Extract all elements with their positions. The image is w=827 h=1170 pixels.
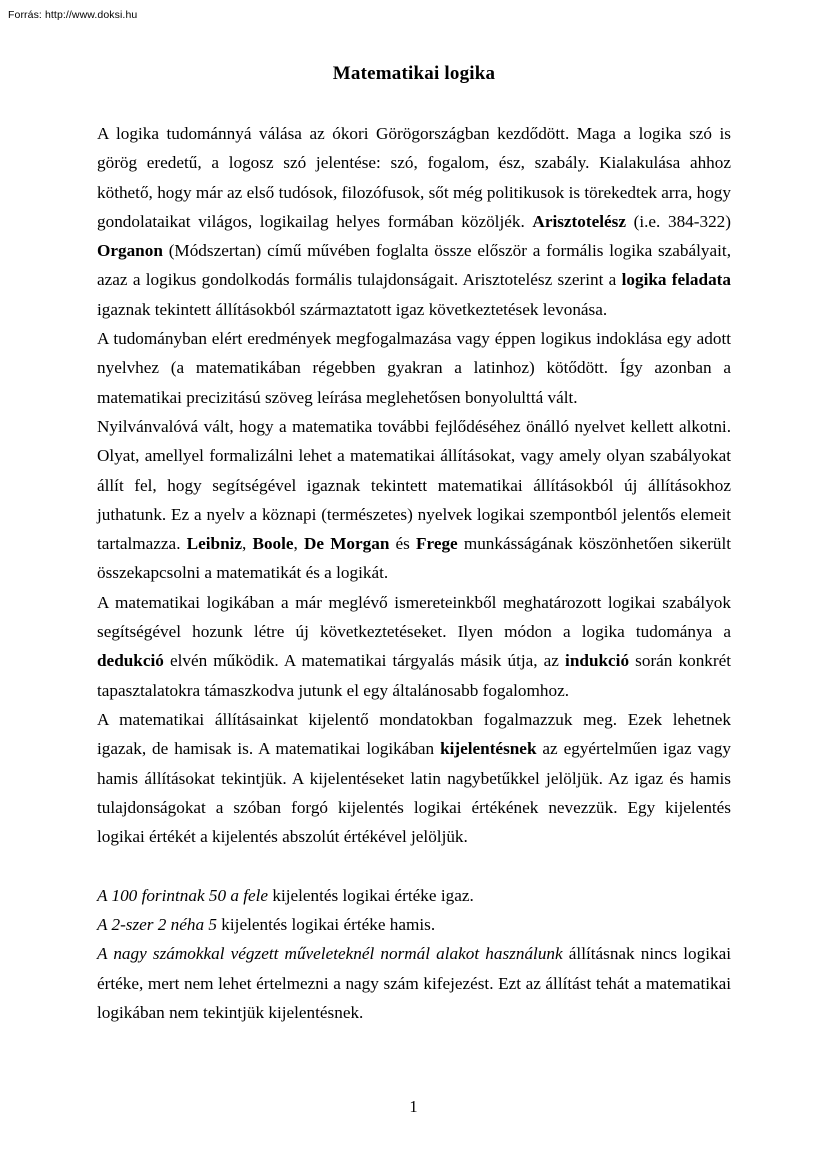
document-content xyxy=(97,62,731,1027)
text-run: munkásságának köszönhetően sikerült összekapcsolni a matematikát és a logikát. xyxy=(97,534,732,583)
text-run: , xyxy=(242,534,253,554)
text-run: elvén működik. A matematikai tárgyalás másik útja, az xyxy=(163,651,566,671)
paragraph-p4 xyxy=(97,588,731,705)
text-run: (Módszertan) című művében foglalta össze először a formális logika szabályait, azaz a logikus gondolkodás formális tulajdonságait. Arisztotelész szerint a xyxy=(97,241,731,290)
text-run: igaznak tekintett állításokból származtatott igaz következtetések levonása. xyxy=(97,299,608,319)
bold-term: dedukció xyxy=(97,651,164,671)
paragraph-p5 xyxy=(97,705,731,851)
paragraph-p3 xyxy=(97,412,731,588)
body-text xyxy=(97,119,731,1027)
page-number: 1 xyxy=(409,1097,418,1116)
text-run: kijelentés logikai értéke hamis. xyxy=(217,915,436,935)
text-run: Nyilvánvalóvá vált, hogy a matematika további fejlődéséhez önálló nyelvet kellett alkotni. Olyat, amellyel formalizálni lehet a matematikai állításokat, vagy amely olyan szabályokat állít fel, hogy segítségével igaznak tekintett matematikai állításokból új állításokhoz juthatunk. Ez a nyelv a köznapi (természetes) nyelvek logikai szempontból jelentős elemeit tartalmazza. xyxy=(97,416,731,554)
text-run: (i.e. 384-322) xyxy=(625,211,731,231)
paragraph-p7 xyxy=(97,910,731,939)
italic-term: A 2-szer 2 néha 5 xyxy=(97,915,217,935)
text-run: az egyértelműen igaz vagy hamis állításokat tekintjük. A kijelentéseket latin nagybetűkkel jelöljük. Az igaz és hamis tulajdonságokat a szóban forgó kijelentés logikai értékének nevezzük. Egy kijelentés logikai értékét a kijelentés abszolút értékével jelöljük. xyxy=(97,739,731,847)
italic-term: A 100 forintnak 50 a fele xyxy=(97,885,269,905)
bold-term: De Morgan xyxy=(304,534,390,554)
text-run: kijelentés logikai értéke igaz. xyxy=(268,885,474,905)
text-run: , xyxy=(293,534,304,554)
text-run: A tudományban elért eredmények megfogalmazása vagy éppen logikus indoklása egy adott nyelvhez (a matematikában régebben gyakran a latinhoz) kötődött. Így azonban a matematikai precizitású szöveg leírása meglehetősen bonyolulttá vált. xyxy=(97,329,731,407)
text-run: A matematikai logikában a már meglévő ismereteinkből meghatározott logikai szabályok segítségével hozunk létre új következtetéseket. Ilyen módon a logika tudománya a xyxy=(97,592,731,642)
paragraph-p6 xyxy=(97,881,731,910)
source-url-header: Forrás: http://www.doksi.hu xyxy=(8,9,138,21)
paragraph-p8 xyxy=(97,939,731,1027)
bold-term: indukció xyxy=(565,651,630,671)
bold-term: Arisztotelész xyxy=(532,211,626,231)
text-run: és xyxy=(389,534,417,554)
page-title: Matematikai logika xyxy=(332,63,496,84)
text-run: során konkrét tapasztalatokra támaszkodva jutunk el egy általánosabb fogalomhoz. xyxy=(97,651,732,700)
paragraph-p2 xyxy=(97,324,731,412)
paragraph-p1 xyxy=(97,119,731,324)
bold-term: Organon xyxy=(97,241,163,261)
bold-term: Leibniz xyxy=(186,534,243,554)
bold-term: logika feladata xyxy=(621,270,732,290)
text-run: A matematikai állításainkat kijelentő mondatokban fogalmazzuk meg. Ezek lehetnek igazak, de hamisak is. A matematikai logikában xyxy=(97,709,731,759)
bold-term: Frege xyxy=(416,534,458,554)
bold-term: Boole xyxy=(252,534,294,554)
italic-term: A nagy számokkal végzett műveleteknél normál alakot használunk xyxy=(97,944,563,964)
bold-term: kijelentésnek xyxy=(440,739,537,759)
text-run: állításnak nincs logikai értéke, mert nem lehet értelmezni a nagy szám kifejezést. Ezt az állítást tehát a matematikai logikában nem tekintjük kijelentésnek. xyxy=(97,944,731,1022)
text-run: A logika tudománnyá válása az ókori Görögországban kezdődött. Maga a logika szó is görög eredetű, a logosz szó jelentése: szó, fogalom, ész, szabály. Kialakulása ahhoz köthető, hogy már az első tudósok, filozófusok, sőt még politikusok is törekedtek arra, hogy gondolataikat világos, logikailag helyes formában közöljék. xyxy=(97,124,731,231)
